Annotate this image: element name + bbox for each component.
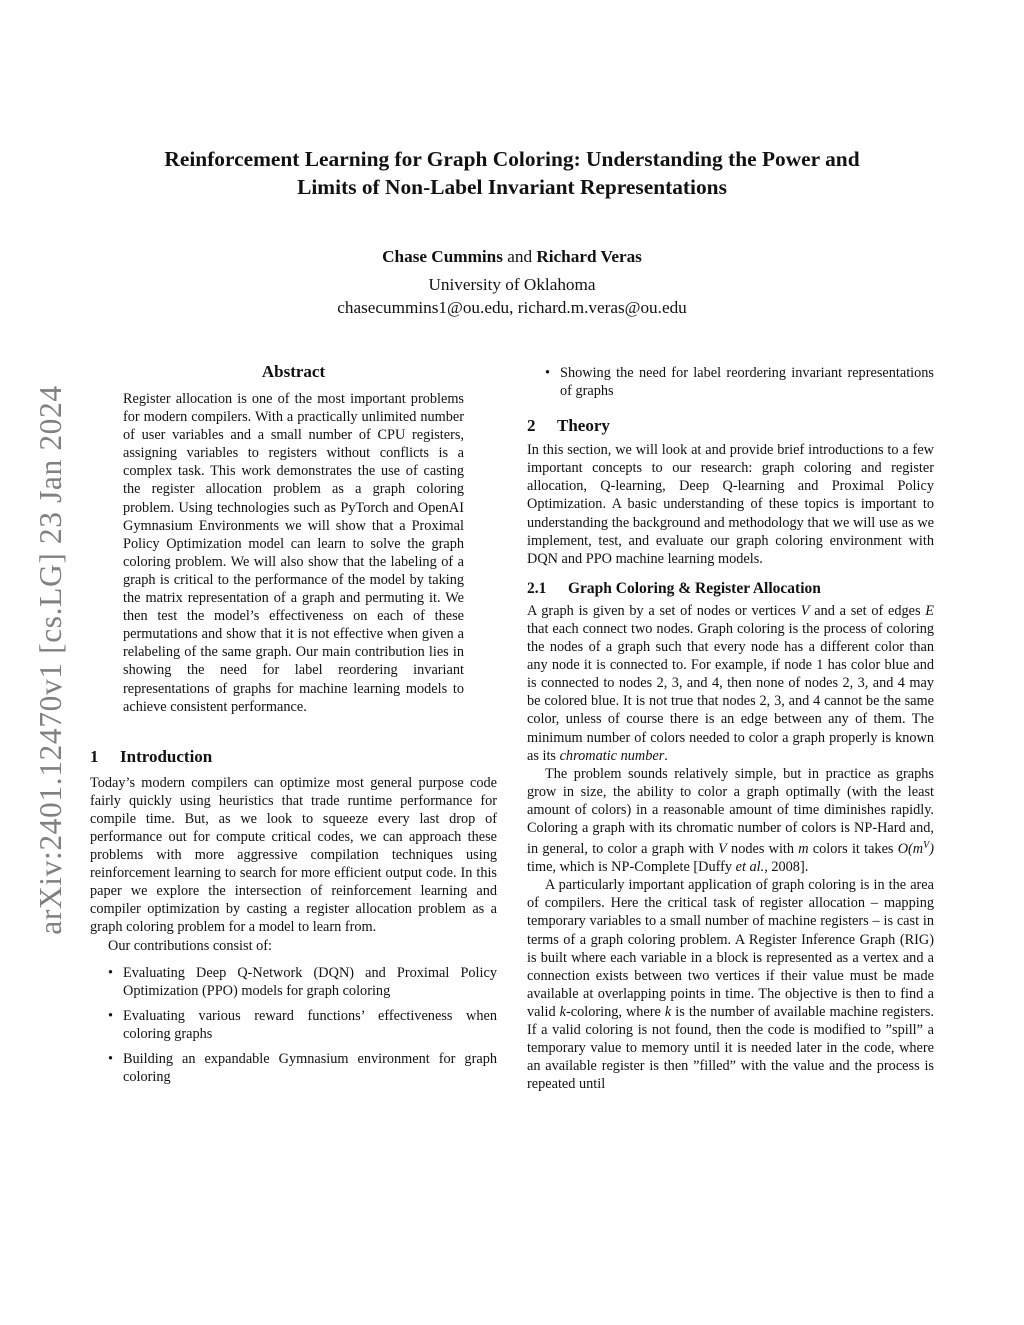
author-emails: chasecummins1@ou.edu, richard.m.veras@ou.edu [337, 298, 687, 317]
left-column [90, 360, 497, 1093]
text-run: A graph is given by a set of nodes or vertices [527, 602, 801, 619]
text-run: A particularly important application of graph coloring is in the area of compilers. Here the critical task of register allocation – mapping temporary variables to a small number of machine registers – is cast in terms of a graph coloring problem. A Register Inference Graph (RIG) is built where each variable in a block is represented as a vertex and a connection exists between two vertices if their value must be made available at overlapping points in time. The objective is then to find a valid [527, 877, 934, 1020]
graph-coloring-paragraph-3 [527, 876, 934, 1093]
contributions-list [90, 964, 497, 1087]
text-run: time, which is NP-Complete [Duffy [527, 859, 736, 876]
right-column [527, 364, 934, 1093]
abstract-heading: Abstract [261, 362, 326, 381]
theory-paragraph: In this section, we will look at and provide brief introductions to a few important concepts to our research: graph coloring and register allocation, Q-learning, Deep Q-learning and Proximal Policy Optimization. A basic understanding of these topics is important to understanding the background and methodology that we will use as we implement, test, and evaluate our graph coloring environment with DQN and PPO machine learning models. [527, 442, 934, 567]
math-symbol: E [925, 602, 934, 619]
emphasis: et al. [735, 859, 765, 876]
author-2: Richard Veras [536, 247, 642, 266]
paper-header [80, 145, 944, 319]
section-number: 2 [527, 416, 536, 436]
graph-coloring-paragraph-2 [527, 765, 934, 877]
bullet-glyph: • [108, 1007, 114, 1024]
bullet-glyph: • [545, 365, 551, 381]
text-run: , 2008]. [764, 859, 809, 876]
list-item [90, 1007, 497, 1043]
math-complexity [898, 841, 934, 857]
text-run: nodes with [726, 841, 799, 858]
math-symbol: ) [929, 841, 934, 858]
math-symbol: m [798, 841, 809, 858]
text-run: is the number of available machine registers. If a valid coloring is not found, then the code is modified to ”spill” a temporary value to memory until it is needed later in the code, where an available register is then ”filled” with the value and the process is repeated until [527, 1003, 934, 1093]
section-theory-heading [527, 414, 934, 438]
text-run: that each connect two nodes. Graph coloring is the process of coloring the nodes of a graph such that every node has a different color than any node it is connected to. For example, if node 1 has color blue and is connected to nodes 2, 3, and 4, then none of nodes 2, 3, and 4 may be colored blue. It is not true that nodes 2, 3, and 4 cannot be the same color, unless of course there is an edge between any of them. The minimum number of colors needed to color a graph properly is known as its [527, 620, 934, 764]
list-item-text: Showing the need for label reordering invariant representations of graphs [560, 365, 934, 400]
abstract-text: Register allocation is one of the most important problems for modern compilers. With a practically unlimited number of user variables and a small number of CPU registers, assigning variables to registers without conflicts is a complex task. This work demonstrates the use of casting the register allocation problem as a graph coloring problem. Using technologies such as PyTorch and OpenAI Gymnasium Environments we will show that a Proximal Policy Optimization model can learn to solve the graph coloring problem. We will also show that the labeling of a graph is critical to the performance of the model by taking the matrix representation of a graph and permuting it. We then test the model’s effectiveness on each of these permutations and show that it is not effective when given a relabeling of the same graph. Our main contribution lies in showing the need for label reordering invariant representations of graphs for machine learning models to achieve consistent performance. [123, 391, 464, 715]
list-item-text: Evaluating various reward functions’ effectiveness when coloring graphs [123, 1007, 497, 1042]
title-line-1: Reinforcement Learning for Graph Coloring: Understanding the Power and [164, 147, 860, 171]
section-introduction-heading [90, 745, 497, 769]
affiliation: University of Oklahoma [428, 275, 596, 294]
math-symbol: V [800, 602, 810, 619]
arxiv-sidebar [26, 355, 76, 965]
author-1: Chase Cummins [382, 247, 503, 266]
title-line-2: Limits of Non-Label Invariant Representations [297, 175, 727, 199]
list-item-text: Building an expandable Gymnasium environment for graph coloring [123, 1051, 497, 1086]
section-title: Theory [557, 416, 610, 436]
arxiv-identifier: arXiv:2401.12470v1 [cs.LG] 23 Jan 2024 [33, 385, 68, 935]
contributions-list-continued [527, 364, 934, 400]
math-symbol: k [664, 1003, 672, 1020]
text-run: and a set of edges [809, 602, 926, 619]
list-item [90, 1050, 497, 1086]
text-run: The problem sounds relatively simple, but in practice as graphs grow in size, the ability to color a graph optimally (with the least amount of colors) in a reasonable amount of time diminishes rapidly. Coloring a graph with its chromatic number of colors is NP-Hard and, in general, to color a graph with [527, 765, 934, 858]
text-run: -coloring, where [565, 1003, 665, 1020]
math-symbol: V [718, 841, 727, 858]
emphasis: chromatic number [559, 747, 665, 764]
graph-coloring-paragraph-1 [527, 602, 934, 765]
intro-paragraph-1: Today’s modern compilers can optimize most general purpose code fairly quickly using heuristics that trade runtime performance for compile time. But, as we look to squeeze every last drop of performance out for compute critical codes, we can approach these problems with more aggressive compilation techniques using reinforcement learning to search for more efficient output code. In this paper we explore the intersection of reinforcement learning and compiler optimization by casting a register allocation problem as a graph coloring problem for a model to learn from. [90, 774, 497, 936]
list-item [90, 964, 497, 1000]
bullet-glyph: • [108, 964, 114, 981]
bullet-glyph: • [108, 1051, 114, 1067]
paper-title [80, 145, 944, 201]
subsection-graph-coloring-heading [527, 578, 934, 600]
authors-conjunction: and [507, 247, 533, 266]
math-exponent: V [923, 840, 930, 852]
list-item-text: Evaluating Deep Q-Network (DQN) and Proximal Policy Optimization (PPO) models for graph coloring [123, 964, 497, 999]
text-run: . [664, 747, 668, 764]
subsection-number: 2.1 [527, 579, 547, 597]
subsection-title: Graph Coloring & Register Allocation [568, 579, 821, 597]
intro-paragraph-2: Our contributions consist of: [108, 937, 273, 954]
section-number: 1 [90, 746, 99, 766]
math-symbol: k [559, 1003, 566, 1020]
section-title: Introduction [120, 746, 213, 766]
text-run: colors it takes [808, 841, 898, 858]
list-item [527, 364, 934, 400]
math-symbol: O(m [897, 841, 924, 858]
authors [80, 246, 944, 268]
